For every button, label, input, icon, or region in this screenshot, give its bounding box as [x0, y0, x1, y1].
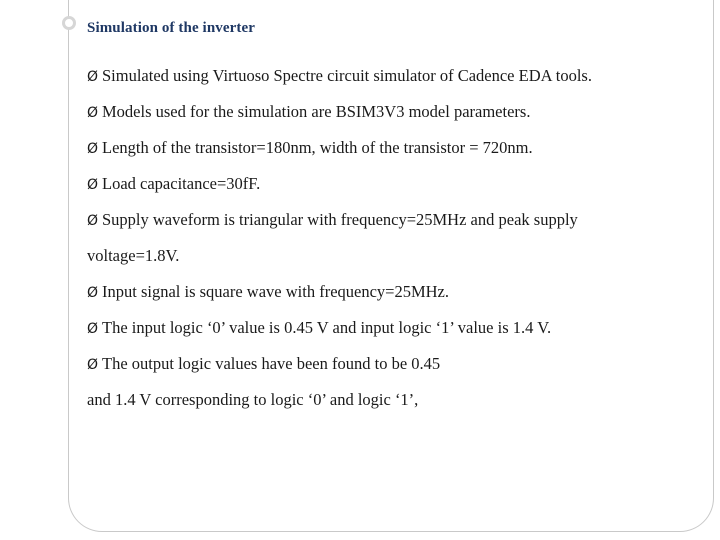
arrow-bullet-icon: Ø	[87, 357, 99, 373]
arrow-bullet-icon: Ø	[87, 105, 99, 121]
list-item-text: Load capacitance=30fF.	[102, 174, 261, 193]
ring-ornament-icon	[62, 16, 76, 30]
list-item-text: Length of the transistor=180nm, width of the transistor = 720nm.	[102, 138, 533, 157]
slide-title: Simulation of the inverter	[87, 20, 255, 36]
list-item-text: Supply waveform is triangular with frequency=25MHz and peak supply	[102, 210, 578, 229]
list-item	[87, 208, 707, 244]
arrow-bullet-icon: Ø	[87, 141, 99, 157]
list-item	[87, 136, 707, 172]
list-item-text: Models used for the simulation are BSIM3V3 model parameters.	[102, 102, 531, 121]
list-item	[87, 64, 707, 100]
list-item-text: voltage=1.8V.	[87, 246, 180, 265]
list-item-text: Simulated using Virtuoso Spectre circuit simulator of Cadence EDA tools.	[102, 66, 592, 85]
list-item-continuation	[87, 244, 707, 280]
list-item-text: and 1.4 V corresponding to logic ‘0’ and logic ‘1’,	[87, 390, 419, 409]
arrow-bullet-icon: Ø	[87, 321, 99, 337]
arrow-bullet-icon: Ø	[87, 69, 99, 85]
arrow-bullet-icon: Ø	[87, 285, 99, 301]
list-item-continuation	[87, 388, 707, 424]
bullet-list	[87, 64, 707, 424]
list-item-text: The output logic values have been found to be 0.45	[102, 354, 441, 373]
list-item	[87, 172, 707, 208]
list-item	[87, 316, 707, 352]
list-item-text: The input logic ‘0’ value is 0.45 V and input logic ‘1’ value is 1.4 V.	[102, 318, 552, 337]
list-item-text: Input signal is square wave with frequency=25MHz.	[102, 282, 450, 301]
list-item	[87, 100, 707, 136]
list-item	[87, 280, 707, 316]
arrow-bullet-icon: Ø	[87, 177, 99, 193]
list-item	[87, 352, 707, 388]
arrow-bullet-icon: Ø	[87, 213, 99, 229]
